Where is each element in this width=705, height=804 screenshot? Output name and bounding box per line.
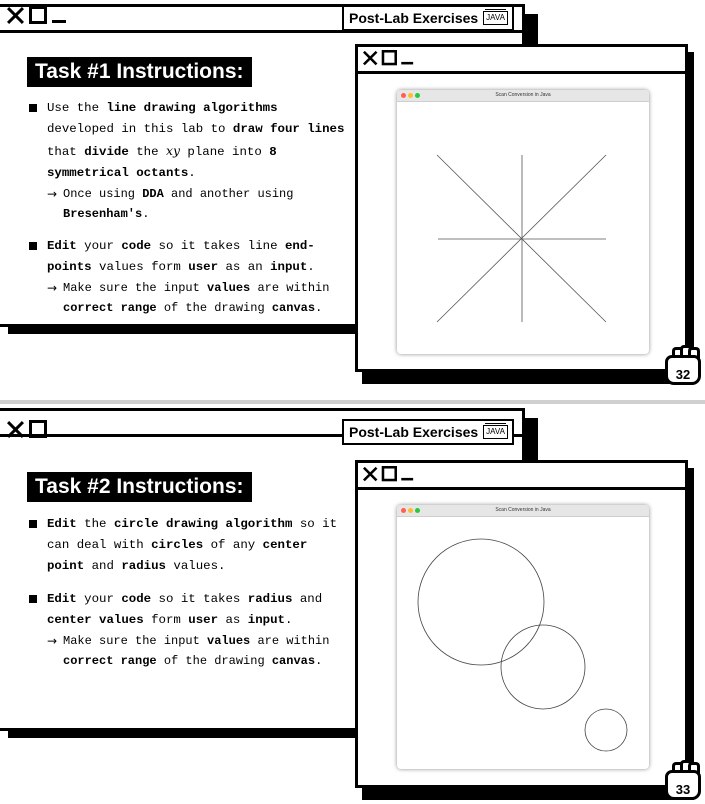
minimize-icon[interactable] (52, 20, 66, 23)
drawing-canvas (397, 517, 649, 769)
minimize-dot-icon[interactable] (408, 508, 413, 513)
window-title: Post-Lab Exercises (349, 10, 479, 26)
close-dot-icon[interactable] (401, 93, 406, 98)
minimize-icon[interactable] (52, 434, 66, 437)
instructions (28, 98, 346, 330)
close-dot-icon[interactable] (401, 508, 406, 513)
close-icon[interactable] (7, 7, 24, 24)
circle-medium (501, 625, 585, 709)
page-title: Task #1 Instructions: (27, 57, 252, 87)
list-item: Use the line drawing algorithms developed in this lab to draw four lines that divide the xy plane into 8 symmetrical octants. → Once using DDA and another using Bresenham's. (28, 98, 346, 224)
page-number: 33 (665, 770, 701, 800)
java-app-window (397, 90, 649, 354)
circle-large (418, 539, 544, 665)
slide-33 (0, 404, 705, 804)
sub-list-item: → Make sure the input values are within correct range of the drawing canvas. (47, 278, 346, 318)
sub-list-item: → Make sure the input values are within correct range of the drawing canvas. (47, 631, 346, 671)
close-icon[interactable] (363, 50, 377, 64)
window-controls (7, 6, 66, 24)
close-icon[interactable] (7, 421, 24, 438)
instructions (28, 514, 346, 683)
zoom-dot-icon[interactable] (415, 508, 420, 513)
sub-list-item: → Once using DDA and another using Bresenham's. (47, 184, 346, 224)
minimize-icon[interactable] (401, 477, 413, 480)
slide-32 (0, 0, 705, 400)
page-title: Task #2 Instructions: (27, 472, 252, 502)
java-icon: JAVA (483, 11, 508, 25)
app-titlebar (397, 90, 649, 102)
maximize-icon[interactable] (382, 466, 397, 481)
java-app-window (397, 505, 649, 769)
app-title: Scan Conversion in Java (495, 92, 551, 98)
app-titlebar (397, 505, 649, 517)
java-icon: JAVA (483, 425, 508, 439)
page-number: 32 (665, 355, 701, 385)
app-title: Scan Conversion in Java (495, 507, 551, 513)
maximize-icon[interactable] (29, 6, 47, 24)
list-item: Edit your code so it takes line end-points values form user as an input. → Make sure the input values are within correct range of the drawing canvas. (28, 236, 346, 318)
window-title-badge (342, 419, 514, 445)
list-item: Edit your code so it takes radius and center values form user as input. → Make sure the input values are within correct range of the drawing canvas. (28, 589, 346, 671)
circle-small (585, 709, 627, 751)
sub-window-controls (363, 50, 413, 65)
zoom-dot-icon[interactable] (415, 93, 420, 98)
minimize-dot-icon[interactable] (408, 93, 413, 98)
maximize-icon[interactable] (29, 420, 47, 438)
window-controls (7, 420, 66, 438)
minimize-icon[interactable] (401, 61, 413, 64)
drawing-canvas (397, 102, 649, 354)
close-icon[interactable] (363, 466, 377, 480)
sub-window-controls (363, 466, 413, 481)
window-title: Post-Lab Exercises (349, 424, 479, 440)
window-title-badge (342, 5, 514, 31)
list-item: Edit the circle drawing algorithm so it can deal with circles of any center point and radius values. (28, 514, 346, 577)
sub-window-divider (358, 71, 685, 74)
sub-window-divider (358, 487, 685, 490)
maximize-icon[interactable] (382, 50, 397, 65)
